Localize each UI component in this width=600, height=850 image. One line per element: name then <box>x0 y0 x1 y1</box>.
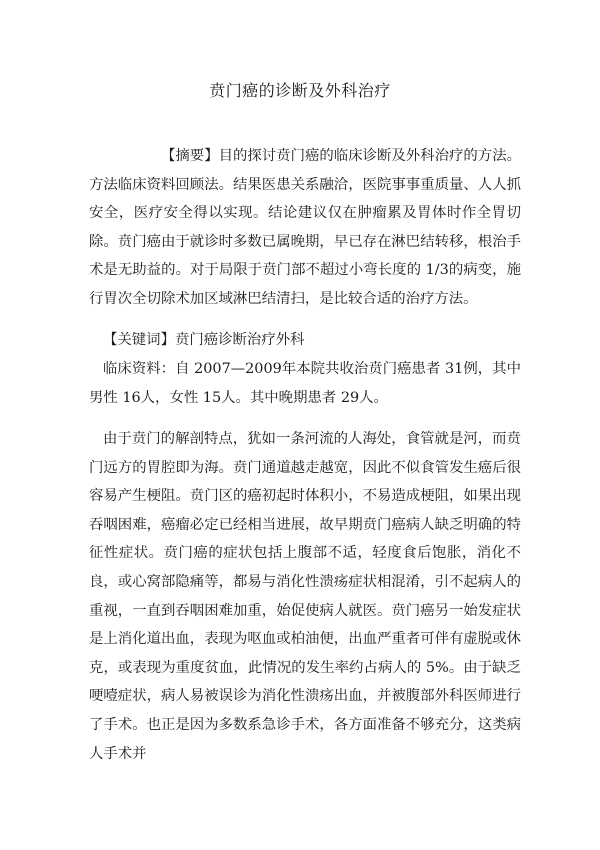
abstract-label: 【摘要】 <box>161 148 219 164</box>
analysis-paragraph <box>89 425 521 768</box>
analysis-text: 由于贲门的解剖特点，犹如一条河流的人海处，食管就是河，而贲门远方的胃腔即为海。贲门通道越走越宽，因此不似食管发生癌后很容易产生梗阻。贲门区的癌初起时体积小，不易造成梗阻，如果出现吞咽困难，癌瘤必定已经相当进展，故早期贲门癌病人缺乏明确的特征性症状。贲门癌的症状包括上腹部不适，轻度食后饱胀，消化不良，或心窝部隐痛等，都易与消化性溃疡症状相混淆，引不起病人的重视，一直到吞咽困难加重，始促使病人就医。贲门癌另一始发症状是上消化道出血，表现为呕血或柏油便，出血严重者可伴有虚脱或休克，或表现为重度贫血，此情况的发生率约占病人的 5%。由于缺乏哽噎症状，病人易被误诊为消化性溃疡出血，并被腹部外科医师进行了手术。也正是因为多数系急诊手术，各方面准备不够充分，这类病人手术并 <box>89 431 521 762</box>
keywords-label: 【关键词】 <box>103 332 175 348</box>
abstract-text: 目的探讨贲门癌的临床诊断及外科治疗的方法。方法临床资料回顾法。结果医患关系融洽，医院事事重质量、人人抓安全，医疗安全得以实现。结论建议仅在肿瘤累及胃体时作全胃切除。贲门癌由于就诊时多数已属晚期，早已存在淋巴结转移，根治手术是无助益的。对于局限于贲门部不超过小弯长度的 1/3的病变，施行胃次全切除术加区域淋巴结清扫，是比较合适的治疗方法。 <box>89 148 521 307</box>
clinical-data-text: 临床资料：自 2007—2009年本院共收治贲门癌患者 31例，其中男性 16人，女性 15人。其中晚期患者 29人。 <box>89 361 521 406</box>
clinical-data-paragraph <box>89 355 521 412</box>
keywords-paragraph <box>89 326 521 355</box>
abstract-paragraph <box>89 142 521 314</box>
page-title: 贲门癌的诊断及外科治疗 <box>209 81 391 100</box>
keywords-text: 贲门癌诊断治疗外科 <box>174 332 305 348</box>
